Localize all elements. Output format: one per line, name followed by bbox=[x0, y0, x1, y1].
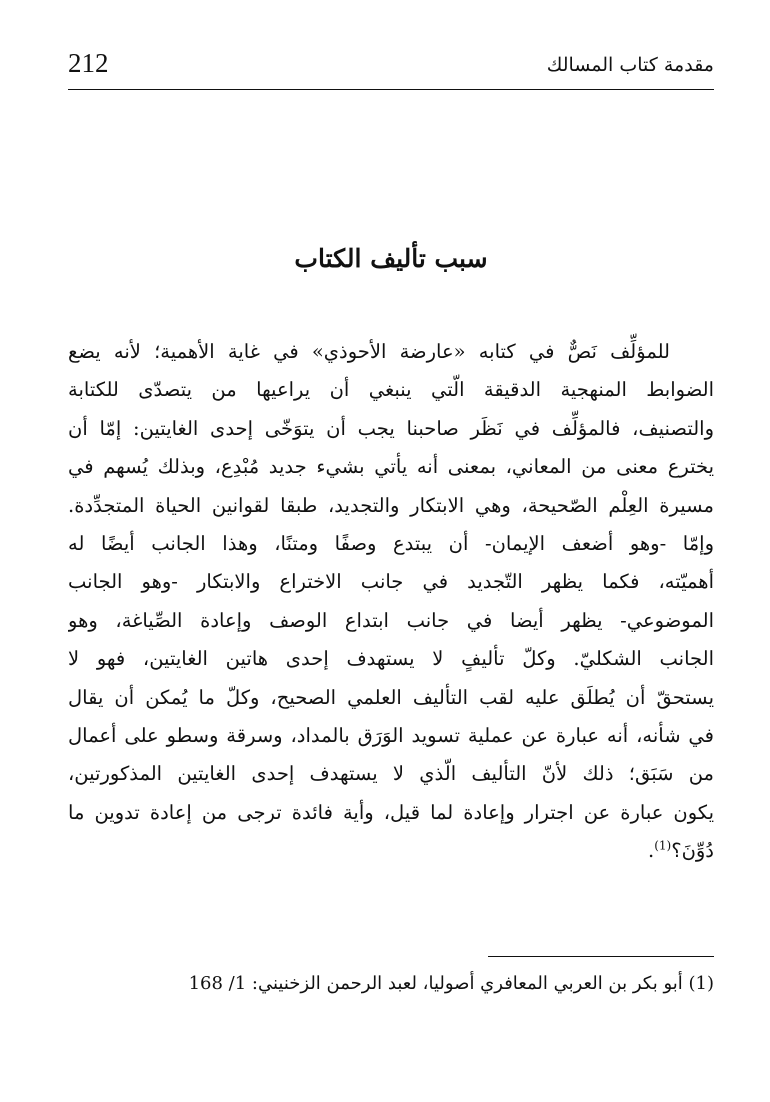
body-line: في شأنه، أنه عبارة عن عملية تسويد الوَرَق بالمداد، وسرقة وسطو على أعمال bbox=[68, 723, 714, 747]
footnote: (1) أبو بكر بن العربي المعافري أصوليا، لعبد الرحمن الزخنيني: 1/ 168 bbox=[188, 973, 714, 994]
footnote-reference: (1) bbox=[654, 838, 672, 853]
body-line: يخترع معنى من المعاني، بمعنى أنه يأتي بشيء جديد مُبْدِع، وبذلك يُسهم في bbox=[68, 455, 714, 479]
body-line: والتصنيف، فالمؤلِّف في نَظَر صاحبنا يجب أن يتوَخّى إحدى الغايتين: إمّا أن bbox=[68, 416, 714, 440]
body-line-end: . bbox=[648, 839, 655, 863]
body-line: يستحقّ أن يُطلَق عليه لقب التأليف العلمي الصحيح، وكلّ ما يُمكن أن يقال bbox=[68, 685, 714, 709]
body-line: وإمّا -وهو أضعف الإيمان- أن يبتدع وصفًا ومتنًا، وهذا الجانب أيضًا له bbox=[68, 531, 714, 555]
body-line: أهميّته، فكما يظهر التّجديد في جانب الاختراع والابتكار -وهو الجانب bbox=[68, 570, 714, 594]
header-rule bbox=[68, 89, 714, 90]
page-number: 212 bbox=[68, 48, 109, 78]
body-line: للمؤلِّف نَصٌّ في كتابه «عارضة الأحوذي» في غاية الأهمية؛ لأنه يضع bbox=[68, 340, 670, 363]
footnote-rule bbox=[488, 956, 714, 957]
body-line: الجانب الشكليّ. وكلّ تأليفٍ لا يستهدف إحدى هاتين الغايتين، فهو لا bbox=[68, 647, 714, 671]
body-line: من سَبَق؛ ذلك لأنّ التأليف الّذي لا يستهدف إحدى الغايتين المذكورتين، bbox=[68, 762, 714, 786]
body-line: يكون عبارة عن اجترار وإعادة لما قيل، وأية فائدة ترجى من إعادة تدوين ما bbox=[68, 800, 714, 824]
section-title: سبب تأليف الكتاب bbox=[294, 244, 488, 273]
body-line: الضوابط المنهجية الدقيقة الّتي ينبغي أن يراعيها من يتصدّى للكتابة bbox=[68, 378, 714, 402]
body-line-text: دُوِّنَ؟ bbox=[671, 839, 714, 863]
body-line-last bbox=[68, 832, 714, 870]
running-title: مقدمة كتاب المسالك bbox=[546, 54, 714, 76]
page-header bbox=[68, 44, 714, 90]
body-line: مسيرة العِلْم الصّحيحة، وهي الابتكار والتجديد، طبقا لقوانين الحياة المتجدِّدة. bbox=[68, 493, 714, 517]
body-line: الموضوعي- يظهر أيضا في جانب ابتداع الوصف وإعادة الصِّياغة، وهو bbox=[68, 608, 714, 632]
body-text bbox=[68, 333, 714, 870]
